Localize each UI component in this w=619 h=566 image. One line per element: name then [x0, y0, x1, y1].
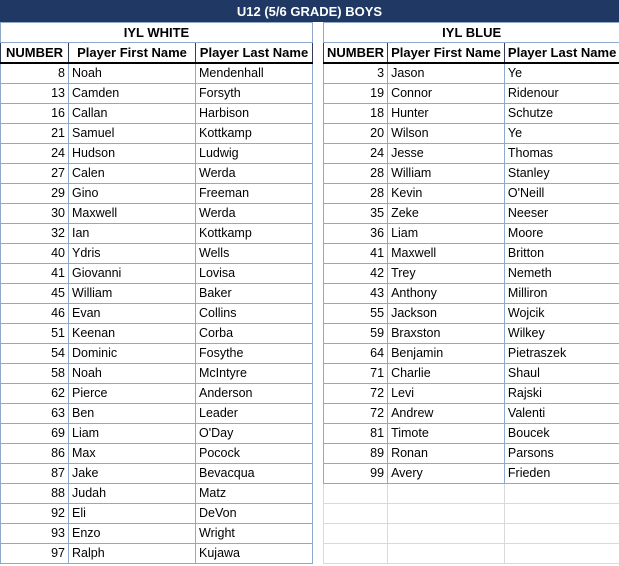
empty-cell[interactable] [324, 484, 388, 504]
player-number-cell[interactable]: 41 [324, 244, 388, 264]
player-first-name-cell[interactable]: Liam [69, 424, 196, 444]
player-number-cell[interactable]: 55 [324, 304, 388, 324]
empty-row [324, 484, 619, 504]
player-first-name-cell[interactable]: Hunter [388, 104, 505, 124]
player-first-name-cell[interactable]: Ian [69, 224, 196, 244]
team-white-table [0, 22, 313, 564]
player-number-cell[interactable]: 28 [324, 164, 388, 184]
player-first-name-cell[interactable]: Kevin [388, 184, 505, 204]
player-last-name-cell[interactable]: Schutze [504, 104, 619, 124]
player-number-cell[interactable]: 59 [324, 324, 388, 344]
column-number-header[interactable]: NUMBER [324, 43, 388, 64]
player-number-cell[interactable]: 51 [1, 324, 69, 344]
empty-cell[interactable] [388, 544, 505, 564]
player-last-name-cell[interactable]: Pietraszek [504, 344, 619, 364]
player-last-name-cell[interactable]: Moore [504, 224, 619, 244]
player-number-cell[interactable]: 40 [1, 244, 69, 264]
player-last-name-cell[interactable]: McIntyre [196, 364, 313, 384]
column-last-name-header[interactable]: Player Last Name [504, 43, 619, 64]
player-first-name-cell[interactable]: Maxwell [69, 204, 196, 224]
empty-cell[interactable] [388, 524, 505, 544]
player-last-name-cell[interactable]: Ludwig [196, 144, 313, 164]
player-number-cell[interactable]: 27 [1, 164, 69, 184]
sheet-title: U12 (5/6 GRADE) BOYS [236, 3, 383, 19]
player-last-name-cell[interactable]: Baker [196, 284, 313, 304]
table-row [1, 504, 313, 524]
player-first-name-cell[interactable]: Evan [69, 304, 196, 324]
player-first-name-cell[interactable]: Avery [388, 464, 505, 484]
player-number-cell[interactable]: 8 [1, 63, 69, 84]
player-first-name-cell[interactable]: Andrew [388, 404, 505, 424]
player-number-cell[interactable]: 46 [1, 304, 69, 324]
player-first-name-cell[interactable]: Max [69, 444, 196, 464]
table-row [324, 404, 619, 424]
player-first-name-cell[interactable]: Keenan [69, 324, 196, 344]
player-first-name-cell[interactable]: William [69, 284, 196, 304]
player-last-name-cell[interactable]: Wilkey [504, 324, 619, 344]
table-row [1, 104, 313, 124]
table-row [324, 384, 619, 404]
table-row [1, 544, 313, 564]
table-row [324, 224, 619, 244]
empty-cell[interactable] [388, 484, 505, 504]
player-first-name-cell[interactable]: Jake [69, 464, 196, 484]
player-last-name-cell[interactable]: Parsons [504, 444, 619, 464]
table-row [324, 284, 619, 304]
player-number-cell[interactable]: 62 [1, 384, 69, 404]
table-row [324, 304, 619, 324]
table-row [1, 384, 313, 404]
table-row [1, 244, 313, 264]
player-last-name-cell[interactable]: Nemeth [504, 264, 619, 284]
player-last-name-cell[interactable]: Milliron [504, 284, 619, 304]
table-row [1, 264, 313, 284]
player-number-cell[interactable]: 93 [1, 524, 69, 544]
table-row [1, 524, 313, 544]
player-number-cell[interactable]: 36 [324, 224, 388, 244]
player-number-cell[interactable]: 45 [1, 284, 69, 304]
table-row [1, 63, 313, 84]
team-blue-header: IYL BLUE [324, 23, 619, 43]
column-number-header[interactable]: NUMBER [1, 43, 69, 64]
table-row [324, 364, 619, 384]
player-first-name-cell[interactable]: Hudson [69, 144, 196, 164]
player-number-cell[interactable]: 88 [1, 484, 69, 504]
player-last-name-cell[interactable]: Harbison [196, 104, 313, 124]
table-row [324, 244, 619, 264]
player-number-cell[interactable]: 69 [1, 424, 69, 444]
player-first-name-cell[interactable]: Connor [388, 84, 505, 104]
player-number-cell[interactable]: 99 [324, 464, 388, 484]
player-last-name-cell[interactable]: Leader [196, 404, 313, 424]
player-number-cell[interactable]: 24 [324, 144, 388, 164]
player-number-cell[interactable]: 21 [1, 124, 69, 144]
table-row [1, 464, 313, 484]
player-number-cell[interactable]: 97 [1, 544, 69, 564]
player-number-cell[interactable]: 58 [1, 364, 69, 384]
player-first-name-cell[interactable]: Benjamin [388, 344, 505, 364]
player-first-name-cell[interactable]: Liam [388, 224, 505, 244]
empty-row [324, 504, 619, 524]
player-first-name-cell[interactable]: Dominic [69, 344, 196, 364]
player-last-name-cell[interactable]: Kottkamp [196, 224, 313, 244]
empty-cell[interactable] [324, 544, 388, 564]
empty-cell[interactable] [388, 504, 505, 524]
player-number-cell[interactable]: 16 [1, 104, 69, 124]
player-first-name-cell[interactable]: Maxwell [388, 244, 505, 264]
player-number-cell[interactable]: 54 [1, 344, 69, 364]
player-first-name-cell[interactable]: Judah [69, 484, 196, 504]
player-last-name-cell[interactable]: Ridenour [504, 84, 619, 104]
column-first-name-header[interactable]: Player First Name [388, 43, 505, 64]
player-last-name-cell[interactable]: Thomas [504, 144, 619, 164]
player-first-name-cell[interactable]: Camden [69, 84, 196, 104]
table-row [1, 84, 313, 104]
player-number-cell[interactable]: 19 [324, 84, 388, 104]
table-row [324, 184, 619, 204]
player-first-name-cell[interactable]: Timote [388, 424, 505, 444]
player-first-name-cell[interactable]: Noah [69, 364, 196, 384]
player-first-name-cell[interactable]: Ronan [388, 444, 505, 464]
player-number-cell[interactable]: 18 [324, 104, 388, 124]
player-first-name-cell[interactable]: Charlie [388, 364, 505, 384]
player-first-name-cell[interactable]: Eli [69, 504, 196, 524]
empty-row [324, 544, 619, 564]
player-first-name-cell[interactable]: Noah [69, 63, 196, 84]
column-last-name-header[interactable]: Player Last Name [196, 43, 313, 64]
player-last-name-cell[interactable]: Wojcik [504, 304, 619, 324]
sheet-title-banner [0, 0, 619, 23]
player-first-name-cell[interactable]: Zeke [388, 204, 505, 224]
player-last-name-cell[interactable]: Matz [196, 484, 313, 504]
player-last-name-cell[interactable]: Lovisa [196, 264, 313, 284]
table-row [324, 84, 619, 104]
player-last-name-cell[interactable]: Bevacqua [196, 464, 313, 484]
table-row [324, 264, 619, 284]
player-first-name-cell[interactable]: Levi [388, 384, 505, 404]
table-row [1, 204, 313, 224]
player-last-name-cell[interactable]: Fosythe [196, 344, 313, 364]
player-number-cell[interactable]: 24 [1, 144, 69, 164]
player-last-name-cell[interactable]: Mendenhall [196, 63, 313, 84]
player-first-name-cell[interactable]: Calen [69, 164, 196, 184]
player-first-name-cell[interactable]: Ralph [69, 544, 196, 564]
empty-row [324, 524, 619, 544]
player-number-cell[interactable]: 92 [1, 504, 69, 524]
player-first-name-cell[interactable]: Samuel [69, 124, 196, 144]
table-row [1, 424, 313, 444]
player-last-name-cell[interactable]: Corba [196, 324, 313, 344]
table-row [1, 224, 313, 244]
player-number-cell[interactable]: 63 [1, 404, 69, 424]
player-first-name-cell[interactable]: Enzo [69, 524, 196, 544]
table-row [1, 404, 313, 424]
team-blue-table [323, 22, 619, 564]
player-last-name-cell[interactable]: O'Day [196, 424, 313, 444]
player-number-cell[interactable]: 13 [1, 84, 69, 104]
table-row [324, 344, 619, 364]
empty-cell[interactable] [324, 504, 388, 524]
player-number-cell[interactable]: 30 [1, 204, 69, 224]
player-number-cell[interactable]: 29 [1, 184, 69, 204]
player-last-name-cell[interactable]: Boucek [504, 424, 619, 444]
table-row [1, 364, 313, 384]
player-number-cell[interactable]: 89 [324, 444, 388, 464]
player-first-name-cell[interactable]: Pierce [69, 384, 196, 404]
player-first-name-cell[interactable]: William [388, 164, 505, 184]
table-row [1, 484, 313, 504]
table-row [1, 184, 313, 204]
player-first-name-cell[interactable]: Wilson [388, 124, 505, 144]
player-number-cell[interactable]: 28 [324, 184, 388, 204]
table-row [1, 444, 313, 464]
player-last-name-cell[interactable]: Rajski [504, 384, 619, 404]
table-row [324, 204, 619, 224]
player-number-cell[interactable]: 43 [324, 284, 388, 304]
player-last-name-cell[interactable]: Kujawa [196, 544, 313, 564]
table-row [324, 324, 619, 344]
player-last-name-cell[interactable]: Freeman [196, 184, 313, 204]
player-number-cell[interactable]: 41 [1, 264, 69, 284]
empty-cell[interactable] [504, 484, 619, 504]
player-first-name-cell[interactable]: Anthony [388, 284, 505, 304]
player-last-name-cell[interactable]: Anderson [196, 384, 313, 404]
player-last-name-cell[interactable]: Neeser [504, 204, 619, 224]
player-number-cell[interactable]: 81 [324, 424, 388, 444]
player-last-name-cell[interactable]: Forsyth [196, 84, 313, 104]
team-white-header: IYL WHITE [1, 23, 313, 43]
player-first-name-cell[interactable]: Jason [388, 63, 505, 84]
player-last-name-cell[interactable]: Werda [196, 204, 313, 224]
column-first-name-header[interactable]: Player First Name [69, 43, 196, 64]
player-first-name-cell[interactable]: Jesse [388, 144, 505, 164]
player-number-cell[interactable]: 87 [1, 464, 69, 484]
player-number-cell[interactable]: 35 [324, 204, 388, 224]
player-first-name-cell[interactable]: Ben [69, 404, 196, 424]
table-row [1, 164, 313, 184]
table-row [1, 124, 313, 144]
player-first-name-cell[interactable]: Jackson [388, 304, 505, 324]
empty-cell[interactable] [504, 544, 619, 564]
table-row [1, 284, 313, 304]
table-row [324, 444, 619, 464]
empty-cell[interactable] [504, 504, 619, 524]
table-row [324, 424, 619, 444]
player-first-name-cell[interactable]: Gino [69, 184, 196, 204]
player-last-name-cell[interactable]: Collins [196, 304, 313, 324]
player-first-name-cell[interactable]: Ydris [69, 244, 196, 264]
player-last-name-cell[interactable]: Ye [504, 124, 619, 144]
player-last-name-cell[interactable]: Kottkamp [196, 124, 313, 144]
table-row [324, 144, 619, 164]
table-row [1, 344, 313, 364]
player-number-cell[interactable]: 71 [324, 364, 388, 384]
player-first-name-cell[interactable]: Giovanni [69, 264, 196, 284]
table-row [324, 104, 619, 124]
player-number-cell[interactable]: 42 [324, 264, 388, 284]
table-row [1, 324, 313, 344]
player-number-cell[interactable]: 72 [324, 404, 388, 424]
player-number-cell[interactable]: 32 [1, 224, 69, 244]
player-number-cell[interactable]: 86 [1, 444, 69, 464]
player-number-cell[interactable]: 20 [324, 124, 388, 144]
player-last-name-cell[interactable]: Pocock [196, 444, 313, 464]
player-last-name-cell[interactable]: Wells [196, 244, 313, 264]
player-last-name-cell[interactable]: Frieden [504, 464, 619, 484]
table-row [324, 464, 619, 484]
table-row [324, 124, 619, 144]
player-last-name-cell[interactable]: DeVon [196, 504, 313, 524]
player-last-name-cell[interactable]: Britton [504, 244, 619, 264]
table-row [324, 164, 619, 184]
empty-cell[interactable] [324, 524, 388, 544]
table-row [324, 63, 619, 84]
player-last-name-cell[interactable]: Shaul [504, 364, 619, 384]
player-last-name-cell[interactable]: Valenti [504, 404, 619, 424]
player-first-name-cell[interactable]: Trey [388, 264, 505, 284]
player-last-name-cell[interactable]: Werda [196, 164, 313, 184]
player-number-cell[interactable]: 64 [324, 344, 388, 364]
player-first-name-cell[interactable]: Callan [69, 104, 196, 124]
player-first-name-cell[interactable]: Braxston [388, 324, 505, 344]
player-last-name-cell[interactable]: Wright [196, 524, 313, 544]
player-last-name-cell[interactable]: O'Neill [504, 184, 619, 204]
empty-cell[interactable] [504, 524, 619, 544]
player-number-cell[interactable]: 3 [324, 63, 388, 84]
player-number-cell[interactable]: 72 [324, 384, 388, 404]
player-last-name-cell[interactable]: Ye [504, 63, 619, 84]
table-row [1, 304, 313, 324]
player-last-name-cell[interactable]: Stanley [504, 164, 619, 184]
table-row [1, 144, 313, 164]
